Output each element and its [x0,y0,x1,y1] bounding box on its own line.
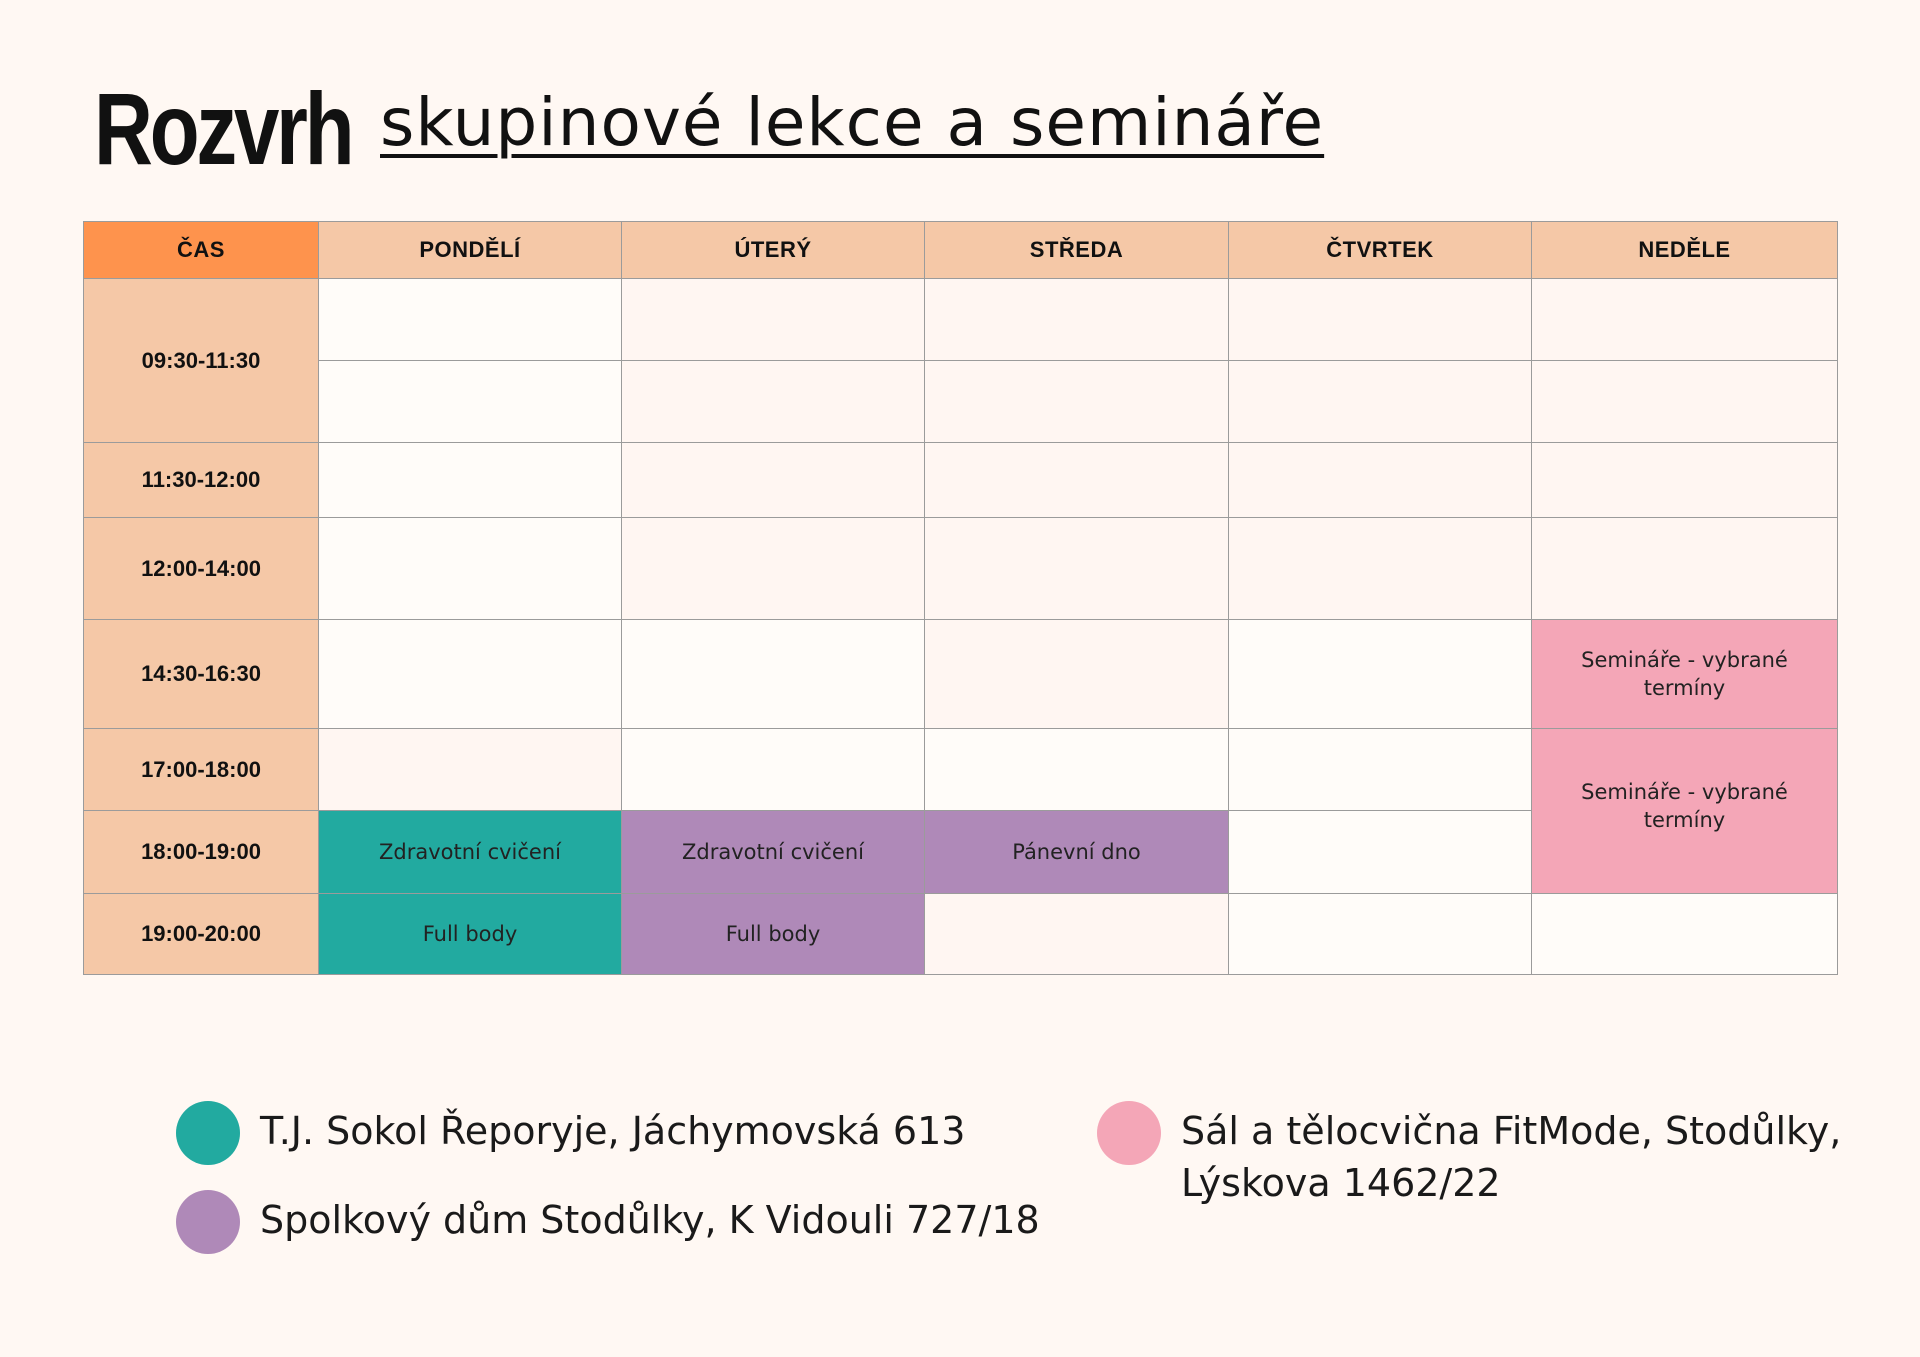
legend-dot-pink [1097,1101,1161,1165]
schedule-cell [1229,729,1532,811]
time-slot: 19:00-20:00 [84,894,319,975]
legend-label: T.J. Sokol Řeporyje, Jáchymovská 613 [260,1109,966,1153]
schedule-cell [1229,811,1532,894]
schedule-cell [1229,620,1532,729]
schedule-cell [622,620,925,729]
schedule-cell [1532,361,1838,443]
legend-label: Spolkový dům Stodůlky, K Vidouli 727/18 [260,1198,1040,1242]
time-slot: 14:30-16:30 [84,620,319,729]
event-tuesday-1800: Zdravotní cvičení [622,811,925,894]
schedule-cell [925,729,1229,811]
event-monday-1800: Zdravotní cvičení [319,811,622,894]
legend-dot-purple [176,1190,240,1254]
event-wednesday-1800: Pánevní dno [925,811,1229,894]
time-slot: 11:30-12:00 [84,443,319,518]
schedule-cell [1229,894,1532,975]
table-row [84,518,1838,620]
event-seminars-sunday-1700 [1532,729,1838,894]
schedule-cell [925,443,1229,518]
title-block [94,70,416,186]
schedule-cell [622,518,925,620]
header-day-monday: PONDĚLÍ [319,222,622,279]
legend-item-fitmode [1097,1101,1881,1209]
header-time: ČAS [84,222,319,279]
event-tuesday-1900: Full body [622,894,925,975]
schedule-cell [925,279,1229,361]
schedule-cell [1229,443,1532,518]
legend-item-spolkovy-dum [176,1190,1040,1254]
event-monday-1900: Full body [319,894,622,975]
schedule-cell [622,729,925,811]
time-slot: 17:00-18:00 [84,729,319,811]
schedule-cell [319,729,622,811]
legend-label: Sál a tělocvična FitMode, Stodůlky, Lýskova 1462/22 [1181,1109,1842,1205]
schedule-cell [1532,443,1838,518]
header-day-thursday: ČTVRTEK [1229,222,1532,279]
schedule-cell [1532,894,1838,975]
schedule-cell [319,279,622,361]
header-day-sunday: NEDĚLE [1532,222,1838,279]
event-seminars-sunday-1430 [1532,620,1838,729]
header-day-wednesday: STŘEDA [925,222,1229,279]
page-title: Rozvrh [94,72,352,186]
schedule-cell [622,443,925,518]
table-row [84,279,1838,361]
header-day-tuesday: ÚTERÝ [622,222,925,279]
event-label: Semináře - vybrané termíny [1581,779,1788,832]
schedule-cell [1229,518,1532,620]
table-row [84,361,1838,443]
time-slot: 18:00-19:00 [84,811,319,894]
table-row [84,729,1838,811]
schedule-cell [1229,361,1532,443]
schedule-cell [319,620,622,729]
page-subtitle: skupinové lekce a semináře [380,84,1325,161]
schedule-table [83,221,1838,975]
legend-item-sokol [176,1101,965,1165]
table-row [84,443,1838,518]
schedule-cell [622,361,925,443]
schedule-cell [622,279,925,361]
table-row [84,620,1838,729]
schedule-cell [925,620,1229,729]
table-row [84,894,1838,975]
schedule-cell [319,361,622,443]
schedule-cell [1229,279,1532,361]
event-label: Semináře - vybrané termíny [1581,647,1788,700]
header-row [84,222,1838,279]
schedule-cell [1532,279,1838,361]
time-slot: 12:00-14:00 [84,518,319,620]
legend-dot-teal [176,1101,240,1165]
schedule-cell [1532,518,1838,620]
schedule-cell [925,894,1229,975]
time-slot: 09:30-11:30 [84,279,319,443]
schedule-cell [925,518,1229,620]
schedule-cell [319,518,622,620]
schedule-cell [319,443,622,518]
schedule-cell [925,361,1229,443]
